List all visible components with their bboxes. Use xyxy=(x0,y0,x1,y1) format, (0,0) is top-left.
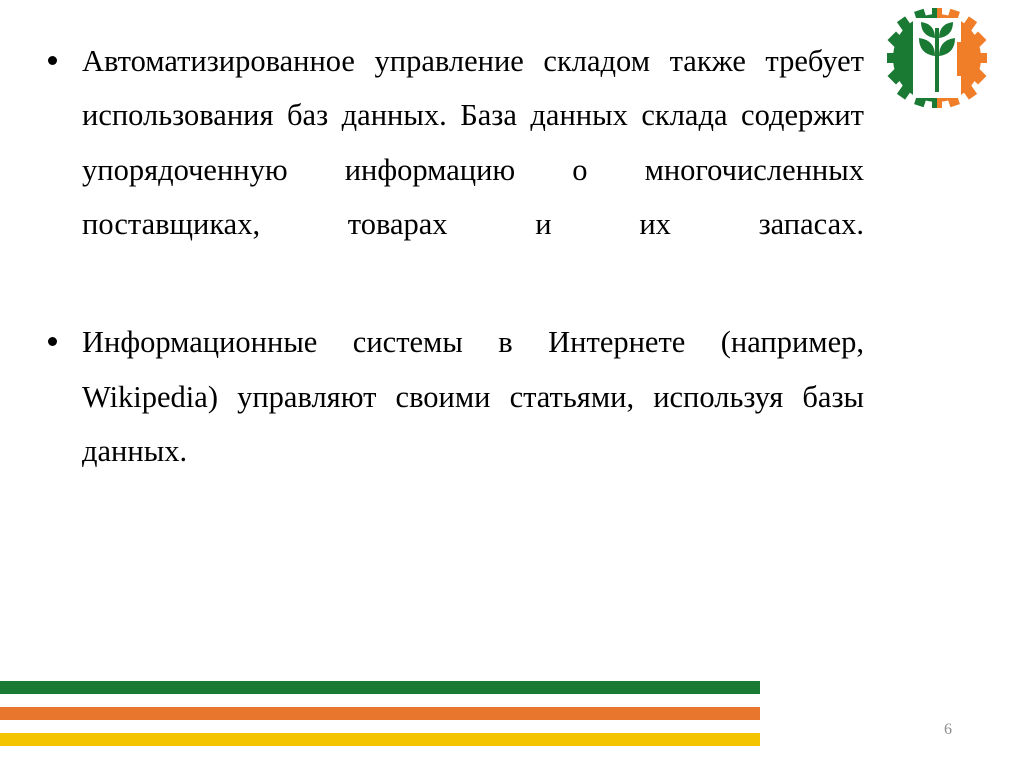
list-item xyxy=(34,34,864,305)
page-number: 6 xyxy=(944,721,952,738)
bar-yellow xyxy=(0,733,760,746)
list-item xyxy=(34,315,864,532)
bullet-text: Автоматизированное управление складом также требует использования баз данных. База данных склада содержит упорядоченную информацию о многочисленных поставщиках, товарах и их запасах. xyxy=(82,44,864,241)
bullet-list xyxy=(34,34,864,533)
decorative-bars xyxy=(0,681,1024,761)
bullet-text: Информационные системы в Интернете (например, Wikipedia) управляют своими статьями, используя базы данных. xyxy=(82,325,864,468)
bar-orange xyxy=(0,707,760,720)
slide-body xyxy=(34,34,864,543)
bar-green xyxy=(0,681,760,694)
gear-plant-logo xyxy=(864,8,1010,108)
